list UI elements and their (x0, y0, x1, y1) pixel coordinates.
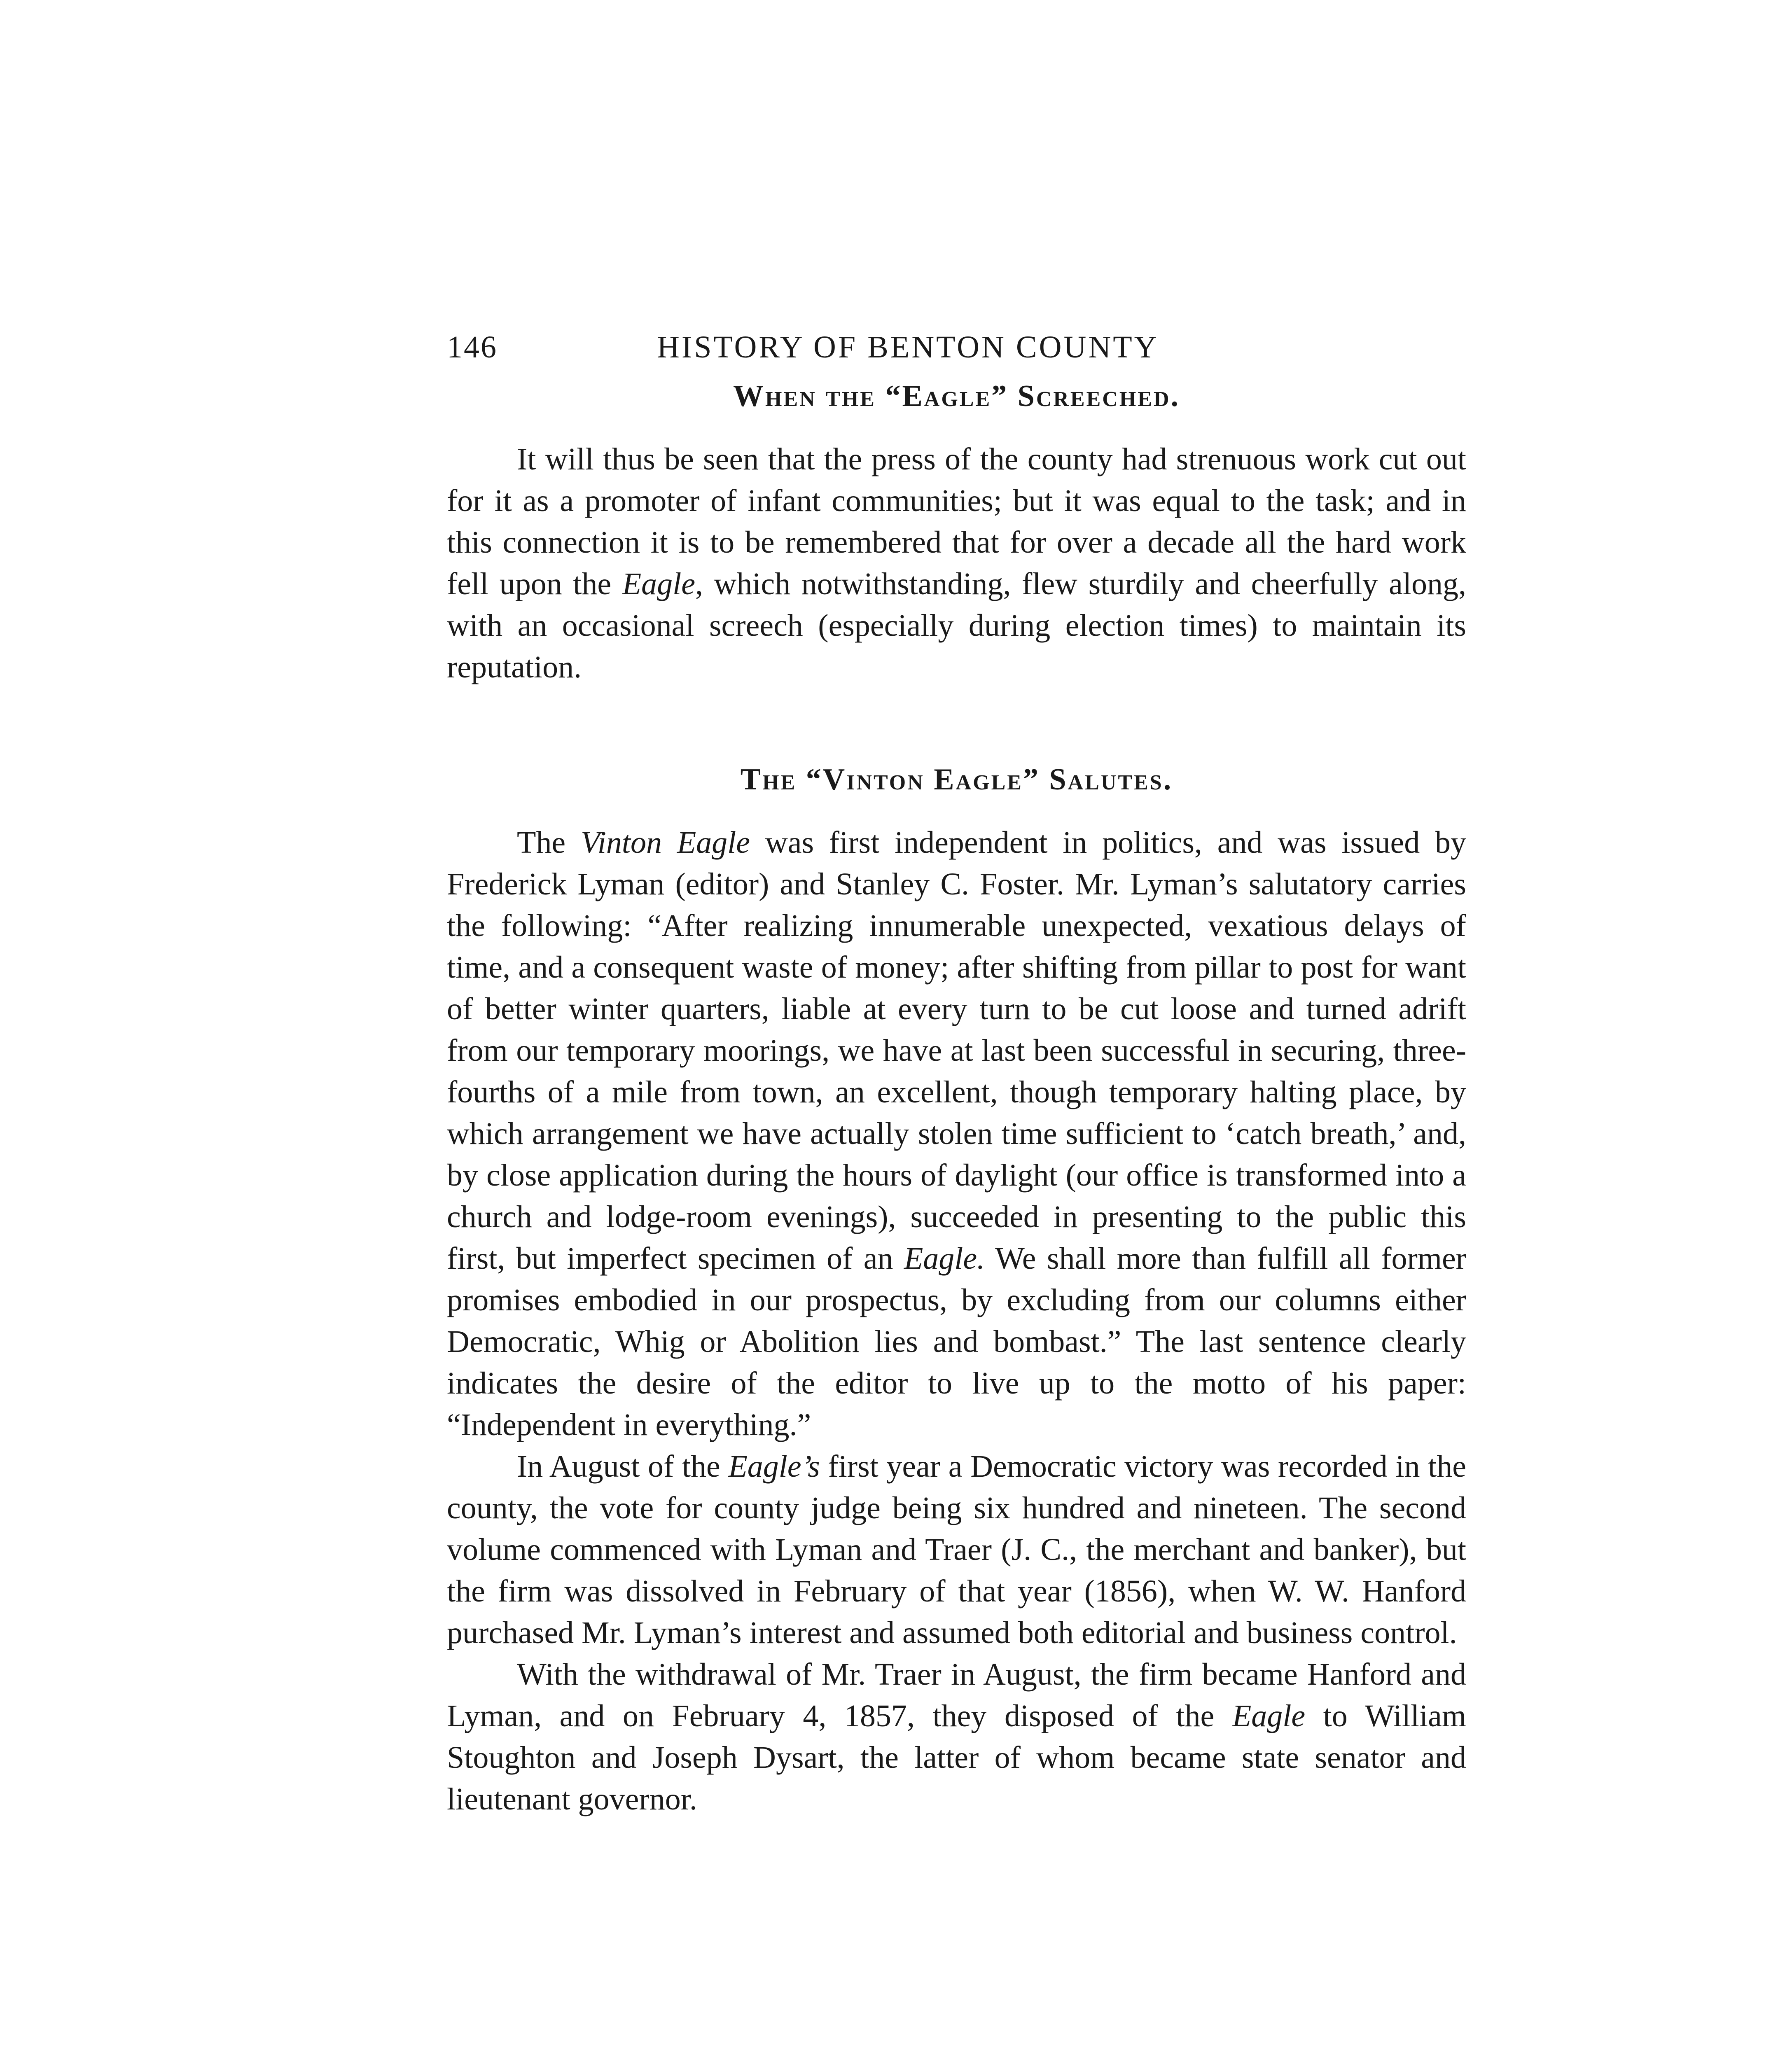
italic-text-run: Eagle (622, 567, 695, 601)
running-head (447, 329, 1466, 379)
paragraph (447, 822, 1466, 1446)
text-run: With the withdrawal of Mr. Traer in August, the firm became Hanford and Lyman, and on February 4, 1857, they disposed of the (447, 1657, 1466, 1733)
text-run: It will thus be seen that the press of the county had strenuous work cut out for it as a promoter of infant communities; but it was equal to the task; and in this connection it is to be remembered that for over a decade all the hard work fell upon the (447, 442, 1466, 601)
section-heading-vinton-eagle-salutes: The “Vinton Eagle” Salutes. (740, 763, 1173, 796)
page (447, 329, 1466, 1820)
italic-text-run: Eagle (1232, 1699, 1306, 1733)
text-run: to William Stoughton and Joseph Dysart, the latter of whom became state senator and lieutenant governor. (447, 1699, 1466, 1816)
italic-text-run: Vinton Eagle (580, 825, 750, 860)
running-title: HISTORY OF BENTON COUNTY (657, 330, 1159, 364)
text-run: In August of the (517, 1449, 729, 1484)
italic-text-run: Eagle. (904, 1241, 985, 1276)
paragraph (447, 439, 1466, 688)
page-number: 146 (447, 330, 498, 364)
text-run: , which notwithstanding, flew sturdily and cheerfully along, with an occasional screech (especially during election times) to maintain its reputation. (447, 567, 1466, 684)
text-run: was first independent in politics, and was issued by Frederick Lyman (editor) and Stanley C. Foster. Mr. Lyman’s salutatory carries the following: “After realizing innumerable unexpected, vexatious delays of time, and a consequent waste of money; after shifting from pillar to post for want of better winter quarters, liable at every turn to be cut loose and turned adrift from our temporary moorings, we have at last been successful in securing, three-fourths of a mile from town, an excellent, though temporary halting place, by which arrangement we have actually stolen time sufficient to ‘catch breath,’ and, by close application during the hours of daylight (our office is transformed into a church and lodge-room evenings), succeeded in presenting to the public this first, but imperfect specimen of an (447, 825, 1466, 1276)
text-run: We shall more than fulfill all former promises embodied in our prospectus, by excluding from our columns either Democratic, Whig or Abolition lies and bombast.” The last sentence clearly indicates the desire of the editor to live up to the motto of his paper: “Independent in everything.” (447, 1241, 1466, 1442)
italic-text-run: Eagle’s (728, 1449, 820, 1484)
paragraph (447, 1446, 1466, 1654)
paragraph (447, 1654, 1466, 1820)
section-heading-eagle-screeched: When the “Eagle” Screeched. (733, 379, 1180, 413)
text-run: The (517, 825, 581, 860)
text-run: first year a Democratic victory was recorded in the county, the vote for county judge being six hundred and nineteen. The second volume commenced with Lyman and Traer (J. C., the merchant and banker), but the firm was dissolved in February of that year (1856), when W. W. Hanford purchased Mr. Lyman’s interest and assumed both editorial and business control. (447, 1449, 1466, 1650)
